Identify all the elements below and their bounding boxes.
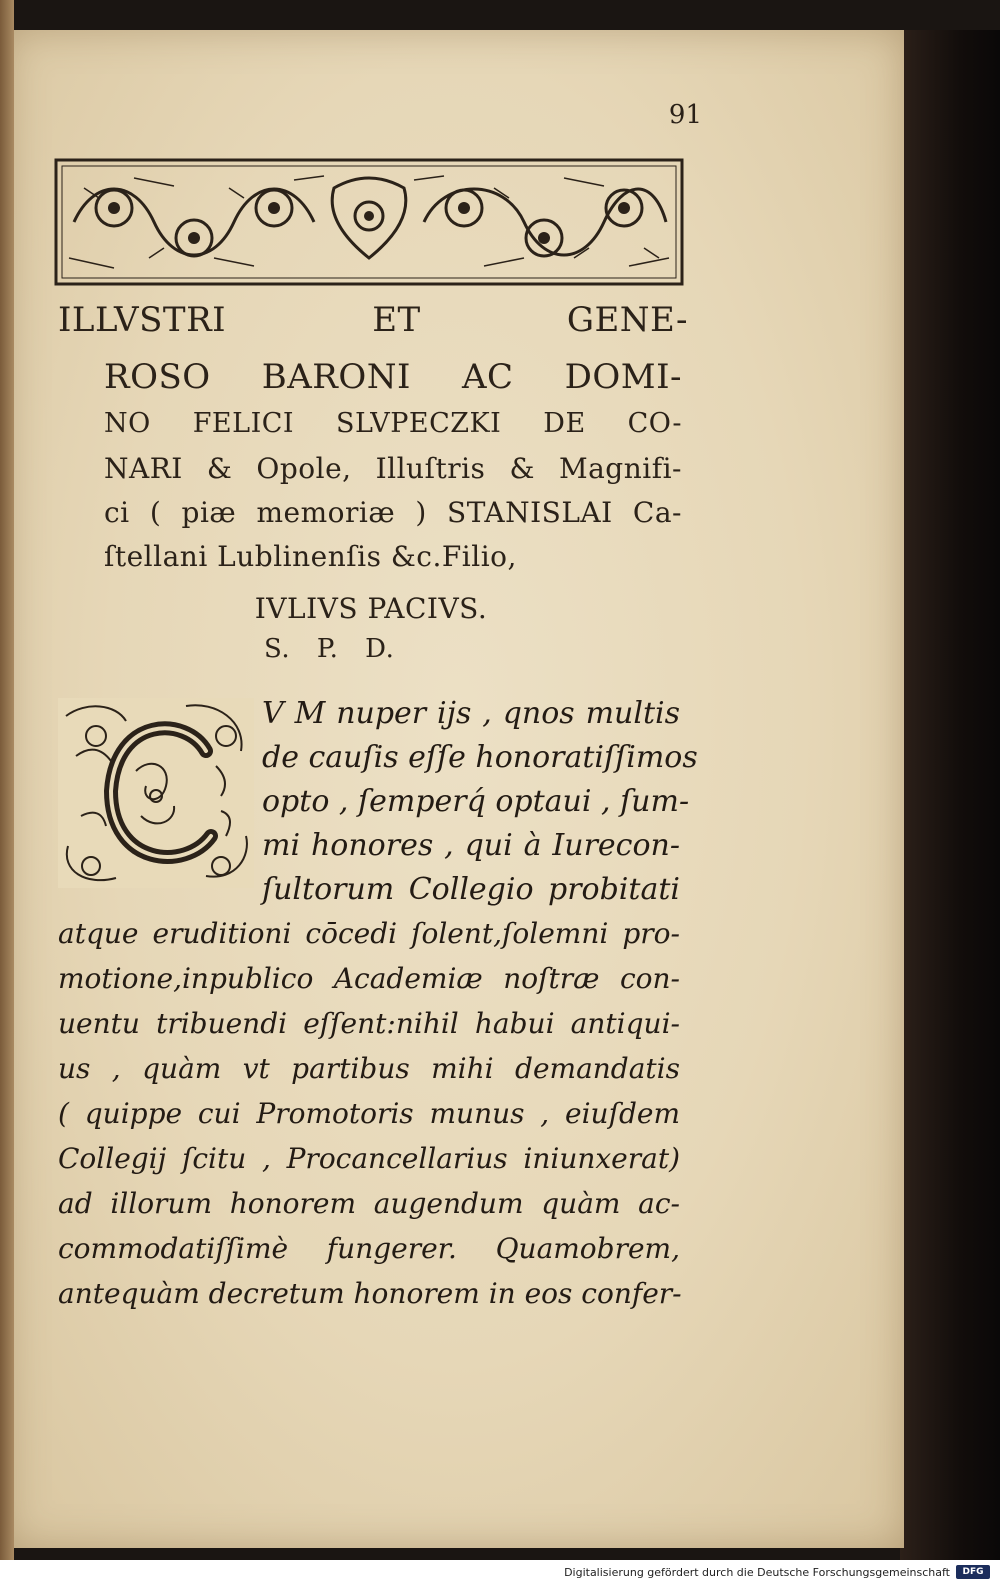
body-line-13: commodatiſſimè fungerer. Quamobrem, [58,1232,680,1265]
body-line-11: Collegij ſcitu , Procancellarius iniunxerat) [58,1142,680,1175]
title-line-3: NO FELICI SLVPECZKI DE CO- [104,408,682,439]
decorated-initial [56,696,256,890]
body-line-14: antequàm decretum honorem in eos confer- [58,1277,682,1310]
title-line-2: ROSO BARONI AC DOMI- [104,357,682,397]
body-line-4: mi honores , qui à Iurecon- [262,828,680,863]
salutation: S. P. D. [264,634,395,664]
title-line-4: NARI & Opole, Illuſtris & Magnifi- [104,452,682,485]
ornamental-headpiece [54,158,684,286]
dfg-logo: DFG [956,1565,990,1579]
body-line-7: motione,inpublico Academiæ noſtræ con- [58,962,680,995]
body-line-8: uentu tribuendi eſſent:nihil habui antiqui- [58,1007,680,1040]
drop-cap-letter: C [56,696,57,697]
page-edge-left [0,0,14,1560]
body-line-2: de cauſis eſſe honoratiſſimos [262,740,698,775]
body-line-6: atque eruditioni cōcedi ſolent,ſolemni pro- [58,917,680,950]
body-line-1: V M nuper ijs , qnos multis [262,696,680,731]
title-line-6: ſtellani Lublinenſis &c.Filio, [104,540,517,573]
body-line-5: ſultorum Collegio probitati [262,872,680,907]
title-line-1: ILLVSTRI ET GENE- [58,300,688,340]
body-line-12: ad illorum honorem augendum quàm ac- [58,1187,680,1220]
body-line-9: us , quàm vt partibus mihi demandatis [58,1052,680,1085]
title-line-5: ci ( piæ memoriæ ) STANISLAI Ca- [104,496,682,529]
author-name: IVLIVS PACIVS. [254,592,488,625]
body-line-10: ( quippe cui Promotoris munus , eiuſdem [58,1097,680,1130]
book-spine [900,30,1000,1560]
digitization-credit: Digitalisierung gefördert durch die Deutsche Forschungsgemeinschaft [564,1566,950,1579]
page-number: 91 [668,100,702,130]
body-line-3: opto , ſemperq́ optaui , ſum- [262,784,690,819]
